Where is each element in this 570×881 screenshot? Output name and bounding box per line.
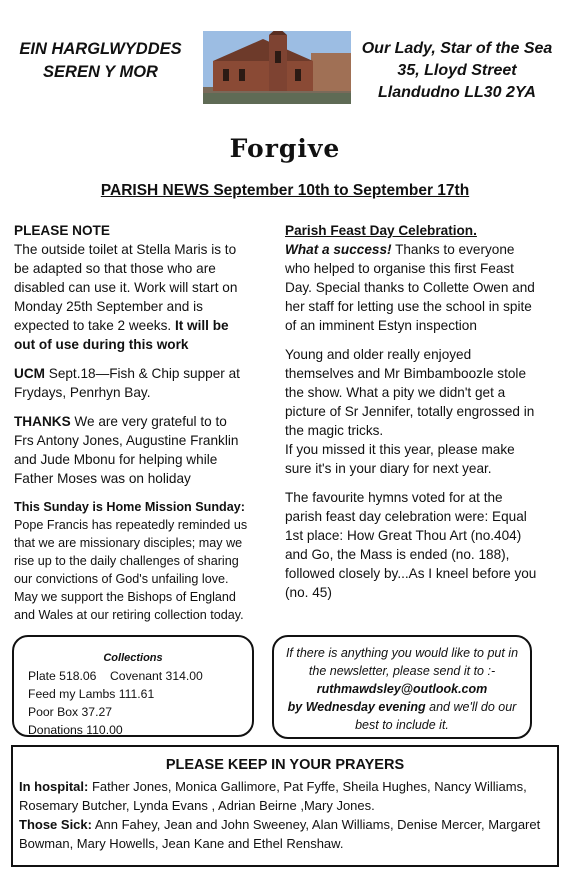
plate-amount: Plate 518.06: [28, 669, 97, 683]
thanks-section: [14, 412, 250, 488]
thanks-label: THANKS: [14, 414, 71, 429]
church-illustration: [203, 31, 351, 104]
missed-it-text: If you missed it this year, please make sure it's in your diary for next year.: [285, 442, 515, 476]
church-photo: [203, 31, 351, 104]
sick-names: Ann Fahey, Jean and John Sweeney, Alan Williams, Denise Mercer, Margaret Bowman, Mary Howells, Jean Kane and Ethel Renshaw.: [19, 817, 541, 851]
collection-row: [28, 667, 203, 685]
newsletter-box: [272, 635, 532, 739]
young-older-text: Young and older really enjoyed themselves and Mr Bimbamboozle stole the show. What a pity we didn't get a picture of Sr Jennifer, totally engrossed in the magic tricks.: [285, 347, 535, 438]
prayers-title: PLEASE KEEP IN YOUR PRAYERS: [165, 757, 405, 773]
young-older-section: [285, 345, 537, 478]
feast-day-heading: Parish Feast Day Celebration.: [285, 223, 477, 238]
ucm-text: Sept.18—Fish & Chip supper at Frydays, Penrhyn Bay.: [14, 366, 240, 400]
ucm-label: UCM: [14, 366, 45, 381]
covenant-amount: Covenant 314.00: [110, 669, 203, 683]
feed-my-lambs-amount: Feed my Lambs 111.61: [28, 687, 155, 701]
poor-box-amount: Poor Box 37.27: [28, 705, 113, 719]
right-column: [285, 221, 537, 612]
feast-day-section: [285, 221, 537, 335]
donations-amount: Donations 110.00: [28, 723, 123, 737]
hymns-section: [285, 488, 537, 602]
please-note-text: The outside toilet at Stella Maris is to be adapted so that those who are disabled can use it. Work will start on Monday 25th September and is expected to take 2 weeks.: [14, 242, 238, 333]
collections-title: Collections: [103, 652, 163, 664]
church-name: Our Lady, Star of the Sea: [361, 40, 553, 57]
prayers-body: [19, 777, 551, 853]
sick-label: Those Sick:: [19, 817, 92, 832]
collections-box: [12, 635, 254, 737]
mission-text: Pope Francis has repeatedly reminded us that we are missionary disciples; may we rise up to the daily challenges of sharing our convictions of God's unfailing love. May we support the Bishops of England and Wales at our retiring collection today.: [14, 518, 248, 622]
feast-day-text: Thanks to everyone who helped to organise this first Feast Day. Special thanks to Collette Owen and her staff for letting use the school in spite of an imminent Estyn inspection: [285, 242, 535, 333]
hospital-label: In hospital:: [19, 779, 89, 794]
hospital-names: Father Jones, Monica Gallimore, Pat Fyffe, Sheila Hughes, Nancy Williams, Rosemary Butcher, Lynda Evans , Adrian Beirne ,Mary Jones.: [19, 779, 527, 813]
newsletter-email[interactable]: ruthmawdsley@outlook.com: [316, 682, 488, 696]
welsh-name-line1: EIN HARGLWYDDES: [19, 40, 182, 58]
parish-news-heading: PARISH NEWS September 10th to September 17th: [100, 182, 470, 199]
newsletter-text: [280, 644, 524, 734]
feast-day-success: What a success!: [285, 242, 392, 257]
please-note-heading: PLEASE NOTE: [14, 223, 110, 238]
welsh-church-name: [8, 38, 193, 84]
newsletter-intro: If there is anything you would like to put in the newsletter, please send it to :-: [285, 646, 519, 678]
newsletter-closing: and we'll do our best to include it.: [355, 700, 517, 732]
town-postcode: Llandudno LL30 2YA: [378, 84, 536, 101]
mission-section: [14, 498, 250, 624]
collections-list: [28, 667, 203, 739]
prayers-box: [11, 745, 559, 867]
street-address: 35, Lloyd Street: [397, 62, 517, 79]
ucm-section: [14, 364, 250, 402]
church-address: [352, 38, 562, 104]
thanks-text: We are very grateful to to Frs Antony Jones, Augustine Franklin and Jude Mbonu for helping while Father Moses was on holiday: [14, 414, 239, 486]
page-title: Forgive: [229, 134, 341, 163]
hymns-text: The favourite hymns voted for at the parish feast day celebration were: Equal 1st place: How Great Thou Art (no.404) and Go, the Mass is ended (no. 188), followed closely by...As I kneel before you (no. 45): [285, 490, 537, 600]
welsh-name-line2: SEREN Y MOR: [43, 63, 158, 81]
please-note-bold: It will be out of use during this work: [14, 318, 229, 352]
mission-heading: This Sunday is Home Mission Sunday:: [14, 500, 245, 514]
left-column: [14, 221, 250, 634]
newsletter-deadline: by Wednesday evening: [287, 700, 426, 714]
please-note-section: [14, 221, 250, 354]
